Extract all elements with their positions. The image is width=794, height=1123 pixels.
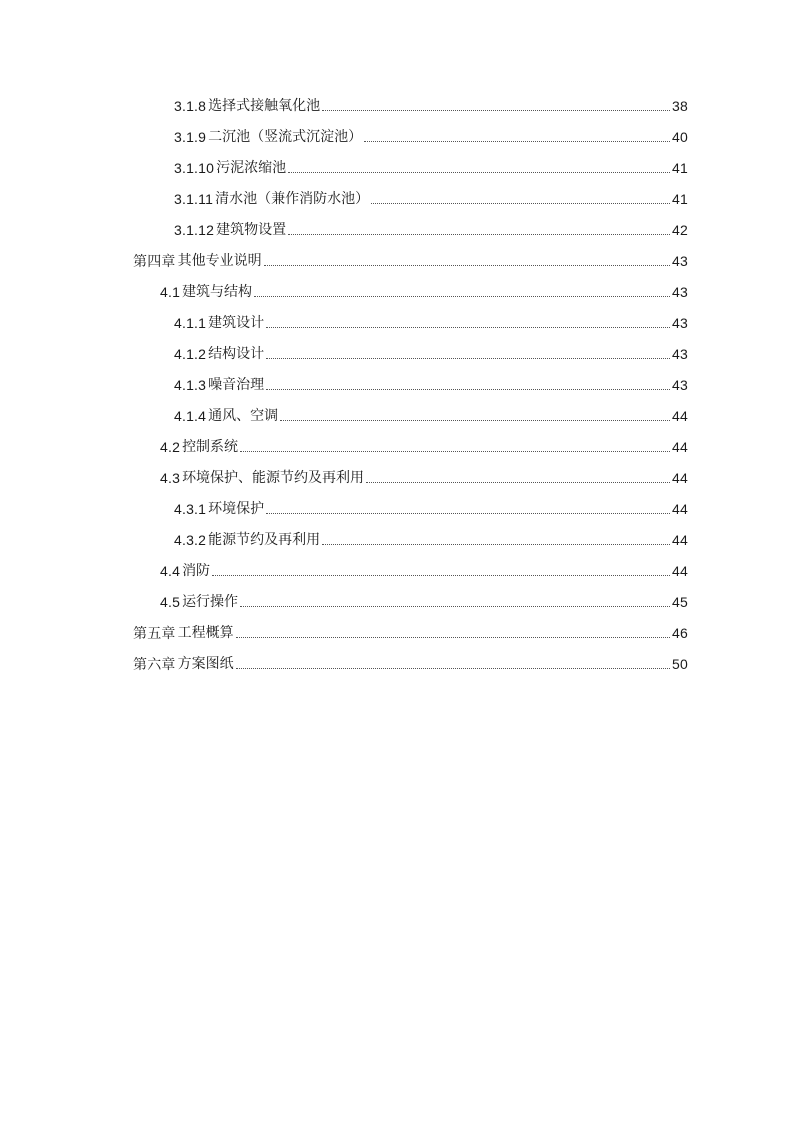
toc-leader-dots <box>240 605 670 607</box>
toc-entry-number: 3.1.12 <box>174 222 215 238</box>
toc-entry[interactable] <box>174 530 688 550</box>
toc-entry[interactable] <box>174 375 688 395</box>
toc-entry-title: 运行操作 <box>182 594 239 610</box>
toc-entry-page: 41 <box>672 160 688 176</box>
toc-entry-title: 建筑物设置 <box>216 222 287 238</box>
toc-leader-dots <box>322 109 670 111</box>
toc-entry-page: 44 <box>672 501 688 517</box>
toc-entry-title: 污泥浓缩池 <box>216 160 287 176</box>
toc-entry-number: 4.3.2 <box>174 532 207 548</box>
toc-leader-dots <box>266 512 670 514</box>
toc-entry[interactable] <box>174 344 688 364</box>
toc-entry-page: 43 <box>672 346 688 362</box>
toc-entry-page: 43 <box>672 253 688 269</box>
toc-entry-page: 46 <box>672 625 688 641</box>
toc-entry-number: 3.1.10 <box>174 160 215 176</box>
toc-entry[interactable] <box>174 127 688 147</box>
toc-entry-page: 44 <box>672 470 688 486</box>
toc-entry-number: 3.1.9 <box>174 129 207 145</box>
toc-entry-title: 方案图纸 <box>177 656 234 672</box>
toc-entry-page: 40 <box>672 129 688 145</box>
toc-leader-dots <box>240 450 670 452</box>
toc-entry[interactable] <box>174 499 688 519</box>
toc-entry[interactable] <box>160 282 688 302</box>
toc-entry-title: 建筑设计 <box>208 315 265 331</box>
toc-entry-title: 环境保护 <box>208 501 265 517</box>
toc-leader-dots <box>366 481 670 483</box>
toc-entry-page: 43 <box>672 377 688 393</box>
toc-entry-page: 50 <box>672 656 688 672</box>
toc-entry[interactable] <box>174 96 688 116</box>
toc-entry-number: 3.1.11 <box>174 191 214 207</box>
toc-entry-title: 能源节约及再利用 <box>208 532 321 548</box>
toc-entry[interactable] <box>174 406 688 426</box>
toc-leader-dots <box>266 357 670 359</box>
toc-entry-page: 43 <box>672 315 688 331</box>
toc-entry[interactable] <box>160 468 688 488</box>
toc-entry-number: 第六章 <box>133 656 176 672</box>
toc-leader-dots <box>288 171 670 173</box>
toc-entry-number: 3.1.8 <box>174 98 207 114</box>
toc-entry-page: 41 <box>672 191 688 207</box>
toc-entry-number: 4.1.4 <box>174 408 207 424</box>
toc-entry-title: 环境保护、能源节约及再利用 <box>182 470 365 486</box>
toc-entry-number: 4.2 <box>160 439 181 455</box>
toc-entry[interactable] <box>174 158 688 178</box>
toc-leader-dots <box>364 140 670 142</box>
toc-entry[interactable] <box>174 220 688 240</box>
toc-entry[interactable] <box>160 561 688 581</box>
toc-leader-dots <box>264 264 670 266</box>
toc-entry-number: 第四章 <box>133 253 176 269</box>
toc-leader-dots <box>280 419 670 421</box>
toc-entry-page: 43 <box>672 284 688 300</box>
toc-leader-dots <box>288 233 670 235</box>
toc-entry-page: 44 <box>672 563 688 579</box>
toc-entry-page: 45 <box>672 594 688 610</box>
toc-leader-dots <box>236 667 670 669</box>
toc-entry[interactable] <box>160 592 688 612</box>
toc-entry-page: 44 <box>672 439 688 455</box>
toc-entry-page: 42 <box>672 222 688 238</box>
toc-entry-page: 44 <box>672 532 688 548</box>
toc-entry-title: 噪音治理 <box>208 377 265 393</box>
toc-entry-number: 4.1 <box>160 284 181 300</box>
toc-entry-title: 建筑与结构 <box>182 284 253 300</box>
toc-entry-title: 二沉池（竖流式沉淀池） <box>208 129 363 145</box>
toc-entry[interactable] <box>160 437 688 457</box>
toc-entry-number: 4.1.1 <box>174 315 207 331</box>
toc-entry[interactable] <box>174 313 688 333</box>
toc-entry-number: 4.3 <box>160 470 181 486</box>
toc-leader-dots <box>266 388 670 390</box>
toc-entry-title: 其他专业说明 <box>177 253 262 269</box>
toc-leader-dots <box>322 543 670 545</box>
toc-leader-dots <box>212 574 670 576</box>
toc-entry-page: 44 <box>672 408 688 424</box>
toc-entry-number: 4.1.2 <box>174 346 207 362</box>
toc-leader-dots <box>254 295 670 297</box>
toc-entry-title: 通风、空调 <box>208 408 279 424</box>
toc-leader-dots <box>236 636 670 638</box>
toc-chapter-entry[interactable] <box>133 654 688 674</box>
toc-entry-page: 38 <box>672 98 688 114</box>
toc-entry-title: 工程概算 <box>177 625 234 641</box>
toc-chapter-entry[interactable] <box>133 251 688 271</box>
toc-entry-number: 4.5 <box>160 594 181 610</box>
toc-entry-title: 结构设计 <box>208 346 265 362</box>
toc-entry-number: 4.4 <box>160 563 181 579</box>
toc-entry-title: 清水池（兼作消防水池） <box>215 191 370 207</box>
toc-entry[interactable] <box>174 189 688 209</box>
toc-entry-title: 选择式接触氧化池 <box>208 98 321 114</box>
toc-leader-dots <box>371 202 670 204</box>
toc-entry-number: 4.1.3 <box>174 377 207 393</box>
toc-entry-title: 消防 <box>182 563 211 579</box>
toc-entry-number: 4.3.1 <box>174 501 207 517</box>
toc-entry-number: 第五章 <box>133 625 176 641</box>
toc-leader-dots <box>266 326 670 328</box>
toc-chapter-entry[interactable] <box>133 623 688 643</box>
toc-entry-title: 控制系统 <box>182 439 239 455</box>
